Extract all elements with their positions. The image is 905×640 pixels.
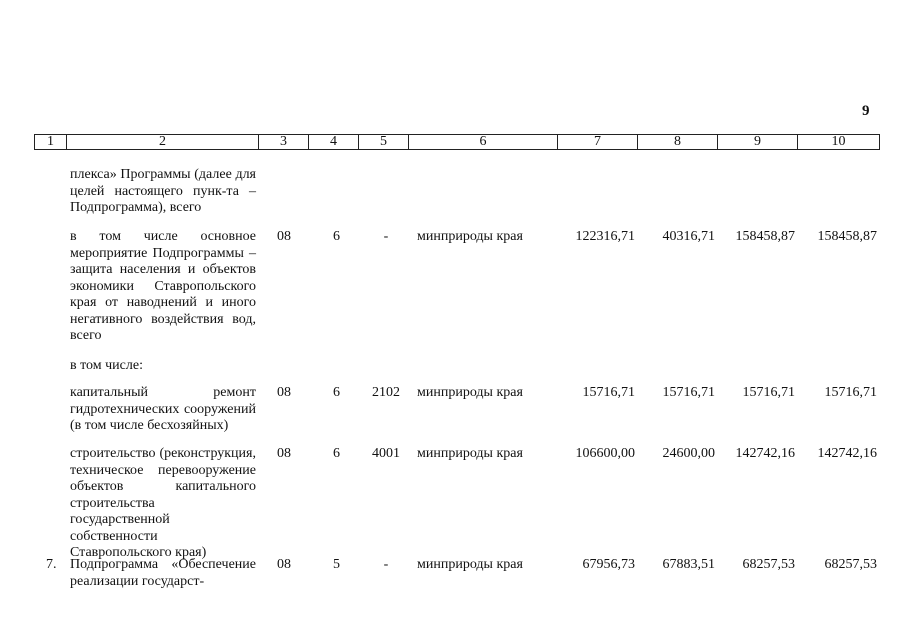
row-description: капитальный ремонт гидротехнических сооружений (в том числе бесхозяйных) <box>70 385 256 433</box>
cell-col7: 122316,71 <box>575 229 635 244</box>
row-description: строительство (реконструкция, техническое перевооружение объектов капитального строительства государственной собственности Ставропольского края) <box>70 446 256 560</box>
column-header-8: 8 <box>638 135 718 150</box>
cell-col6: минприроды края <box>417 385 523 400</box>
row-description: плекса» Программы (далее для целей настоящего пунк-та – Подпрограмма), всего <box>70 167 256 215</box>
column-header-3: 3 <box>259 135 309 150</box>
cell-col6: минприроды края <box>417 229 523 244</box>
cell-col3: 08 <box>277 229 291 244</box>
cell-col8: 40316,71 <box>662 229 715 244</box>
cell-col9: 142742,16 <box>735 446 795 461</box>
column-header-5: 5 <box>359 135 409 150</box>
column-number-header <box>34 134 880 150</box>
cell-col4: 6 <box>333 385 340 400</box>
row-description: Подпрограмма «Обеспечение реализации государст- <box>70 557 256 589</box>
column-header-1: 1 <box>35 135 67 150</box>
cell-col4: 5 <box>333 557 340 572</box>
row-description: в том числе основное мероприятие Подпрограммы – защита населения и объектов экономики Ставропольского края от наводнений и иного негативного воздействия вод, всего <box>70 229 256 343</box>
cell-col8: 15716,71 <box>662 385 715 400</box>
cell-col10: 142742,16 <box>817 446 877 461</box>
row-index: 7. <box>46 557 57 572</box>
cell-col5: - <box>383 229 389 244</box>
cell-col5: - <box>383 557 389 572</box>
cell-col3: 08 <box>277 385 291 400</box>
cell-col7: 15716,71 <box>582 385 635 400</box>
cell-col7: 106600,00 <box>575 446 635 461</box>
column-header-7: 7 <box>558 135 638 150</box>
column-header-6: 6 <box>409 135 558 150</box>
column-header-10: 10 <box>798 135 880 150</box>
column-header-4: 4 <box>309 135 359 150</box>
cell-col9: 68257,53 <box>742 557 795 572</box>
cell-col10: 68257,53 <box>824 557 877 572</box>
cell-col10: 15716,71 <box>824 385 877 400</box>
cell-col7: 67956,73 <box>582 557 635 572</box>
cell-col3: 08 <box>277 446 291 461</box>
cell-col8: 24600,00 <box>662 446 715 461</box>
cell-col4: 6 <box>333 229 340 244</box>
cell-col6: минприроды края <box>417 446 523 461</box>
column-header-2: 2 <box>67 135 259 150</box>
row-description: в том числе: <box>70 358 143 373</box>
cell-col6: минприроды края <box>417 557 523 572</box>
page-number: 9 <box>862 103 870 119</box>
cell-col10: 158458,87 <box>817 229 877 244</box>
cell-col5: 2102 <box>372 385 400 400</box>
cell-col9: 15716,71 <box>742 385 795 400</box>
cell-col4: 6 <box>333 446 340 461</box>
cell-col8: 67883,51 <box>662 557 715 572</box>
cell-col5: 4001 <box>372 446 400 461</box>
cell-col3: 08 <box>277 557 291 572</box>
cell-col9: 158458,87 <box>735 229 795 244</box>
column-header-9: 9 <box>718 135 798 150</box>
